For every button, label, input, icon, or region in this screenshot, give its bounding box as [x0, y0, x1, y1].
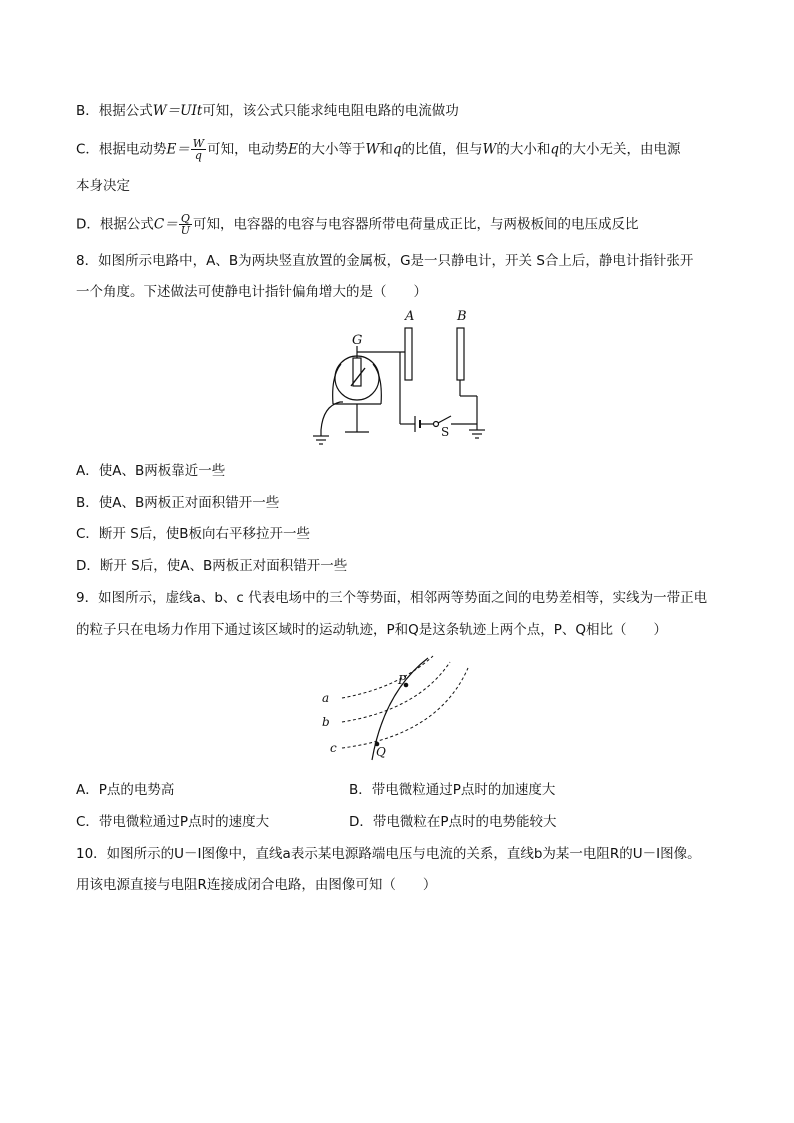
label-c-line: c — [330, 741, 337, 755]
q7-b-text: 可知，该公式只能求纯电阻电路的电流做功 — [202, 103, 459, 119]
q7-c-symbol-q: q — [392, 141, 402, 158]
q8-option-b: B．使A、B两板正对面积错开一些 — [76, 495, 280, 511]
label-q: Q — [376, 745, 386, 759]
label-b-line: b — [322, 715, 330, 729]
q7-c-text-3: 的比值，但与 — [401, 141, 483, 158]
equipotential-line-a — [342, 656, 433, 698]
label-g: G — [352, 333, 363, 348]
q7-c-formula-lhs: E＝ — [166, 141, 190, 158]
q7-c-text-4: 的大小和 — [496, 141, 551, 158]
q7-option-b — [76, 101, 459, 121]
q7-c-text-2: 的大小等于 — [297, 141, 366, 158]
q9-option-b: B．带电微粒通过P点时的加速度大 — [349, 782, 556, 798]
q7-c-text-and: 和 — [379, 141, 393, 158]
electrometer-outer-arc — [333, 364, 341, 404]
electrometer-outer-arc-right — [373, 364, 381, 404]
plate-b — [457, 328, 464, 380]
q7-c-symbol-q-2: q — [550, 141, 560, 158]
q9-option-d: D．带电微粒在P点时的电势能较大 — [349, 814, 557, 830]
q9-stem-line-2: 的粒子只在电场力作用下通过该区域时的运动轨迹，P和Q是这条轨迹上两个点，P、Q相比（ ） — [76, 622, 668, 638]
q8-stem-line-2: 一个角度。下述做法可使静电计指针偏角增大的是（ ） — [76, 284, 427, 300]
q9-option-c: C．带电微粒通过P点时的速度大 — [76, 814, 270, 830]
label-a-line: a — [322, 691, 330, 705]
q7-d-fraction — [179, 213, 192, 236]
q7-option-d — [76, 213, 639, 236]
q10-stem-line-2: 用该电源直接与电阻R连接成闭合电路，由图像可知（ ） — [76, 877, 437, 893]
q7-option-c — [76, 138, 681, 161]
q7-d-text: 可知，电容器的电容与电容器所带电荷量成正比，与两极板间的电压成反比 — [193, 216, 639, 233]
q7-c-prefix: C．根据电动势 — [76, 141, 167, 158]
q7-c-fraction-numerator: W — [192, 137, 205, 150]
plate-a — [405, 328, 412, 380]
q7-c-text-5: 的大小无关，由电源 — [559, 141, 681, 158]
q7-d-fraction-numerator: Q — [179, 213, 192, 225]
ground-wire-left — [321, 402, 343, 436]
q10-stem-line-1: 10．如图所示的U－I图像中，直线a表示某电源路端电压与电流的关系，直线b为某一电阻R的U－I图像。 — [76, 846, 701, 862]
label-a: A — [405, 309, 415, 324]
q7-c-fraction — [191, 138, 206, 161]
q9-stem-line-1: 9．如图所示，虚线a、b、c 代表电场中的三个等势面，相邻两等势面之间的电势差相等，实线为一带正电 — [76, 590, 708, 606]
q7-c-symbol-w: W — [365, 141, 380, 158]
q7-d-prefix: D．根据公式 — [76, 216, 154, 233]
q7-c-symbol-e: E — [288, 141, 298, 158]
electrometer-circuit-figure — [305, 306, 495, 454]
q8-option-d: D．断开 S后，使A、B两板正对面积错开一些 — [76, 558, 348, 574]
q7-c-fraction-denominator: q — [194, 149, 202, 162]
q8-option-c: C．断开 S后，使B板向右平移拉开一些 — [76, 526, 311, 542]
label-b: B — [457, 309, 467, 324]
q9-option-a: A．P点的电势高 — [76, 782, 175, 798]
q7-c-symbol-w-2: W — [482, 141, 497, 158]
q7-b-formula: W＝UIt — [152, 103, 203, 119]
q8-option-a: A．使A、B两板靠近一些 — [76, 463, 226, 479]
q7-option-c-continued: 本身决定 — [76, 178, 130, 194]
equipotential-figure — [318, 652, 478, 764]
q7-d-fraction-denominator: U — [180, 224, 191, 237]
label-p: P — [398, 673, 407, 687]
switch-terminal-left — [434, 422, 439, 427]
switch-blade — [438, 416, 451, 423]
q7-b-prefix: B．根据公式 — [76, 103, 153, 119]
q7-d-formula-lhs: C＝ — [153, 216, 178, 233]
q8-stem-line-1: 8．如图所示电路中，A、B为两块竖直放置的金属板，G是一只静电计，开关 S合上后，静电计指针张开 — [76, 253, 694, 269]
label-s: S — [441, 425, 450, 439]
q7-c-text-1: 可知，电动势 — [207, 141, 289, 158]
